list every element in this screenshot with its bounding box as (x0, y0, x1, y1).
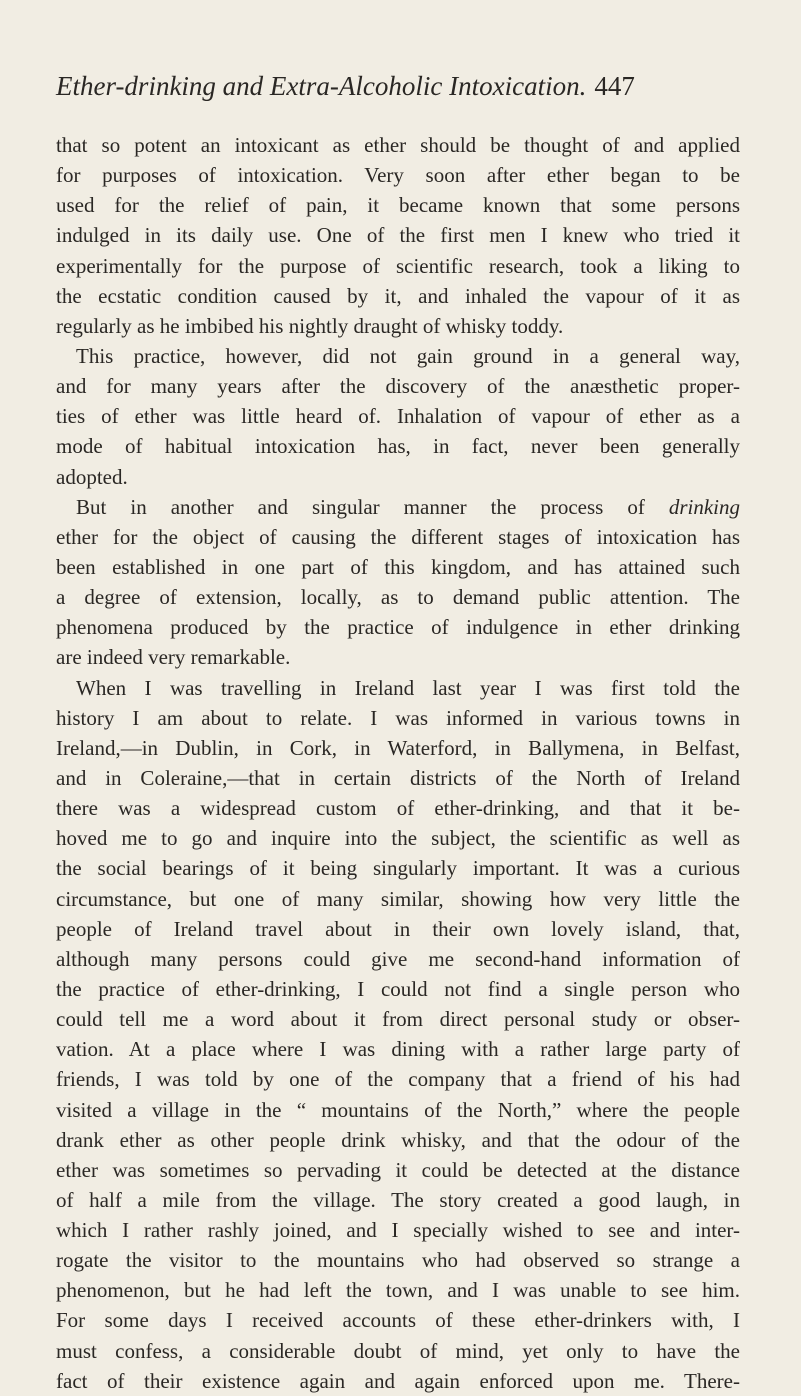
text-line: for purposes of intoxication. Very soon after ether began to be (56, 163, 740, 188)
running-header (56, 68, 716, 104)
text-line: Ireland,—in Dublin, in Cork, in Waterford, in Ballymena, in Belfast, (56, 735, 740, 760)
text-line: which I rather rashly joined, and I specially wished to see and inter- (56, 1218, 740, 1243)
text-line: ties of ether was little heard of. Inhalation of vapour of ether as a (56, 404, 740, 429)
text-line: used for the relief of pain, it became known that some persons (56, 193, 740, 218)
text-line: visited a village in the “ mountains of the North,” where the people (56, 1097, 740, 1122)
text-line: phenomena produced by the practice of indulgence in ether drinking (56, 615, 740, 640)
text-line: friends, I was told by one of the company that a friend of his had (56, 1067, 740, 1092)
text-line: history I am about to relate. I was informed in various towns in (56, 705, 740, 730)
text-line: the ecstatic condition caused by it, and inhaled the vapour of it as (56, 283, 740, 308)
text-line: people of Ireland travel about in their own lovely island, that, (56, 916, 740, 941)
text-line: the practice of ether-drinking, I could not find a single person who (56, 976, 740, 1001)
text-line: drank ether as other people drink whisky, and that the odour of the (56, 1127, 740, 1152)
text-line: mode of habitual intoxication has, in fact, never been generally (56, 434, 740, 459)
text-line: circumstance, but one of many similar, showing how very little the (56, 886, 740, 911)
text-line: adopted. (56, 464, 128, 489)
text-line: are indeed very remarkable. (56, 645, 291, 670)
emphasis-word: drinking (668, 494, 740, 519)
text-line: and in Coleraine,—that in certain districts of the North of Ireland (56, 765, 740, 790)
text-line: fact of their existence again and again enforced upon me. There- (56, 1368, 740, 1393)
page-number: 447 (594, 71, 635, 101)
text-line: hoved me to go and inquire into the subject, the scientific as well as (56, 826, 740, 851)
text-line: there was a widespread custom of ether-drinking, and that it be- (56, 796, 740, 821)
text-line: regularly as he imbibed his nightly draught of whisky toddy. (56, 313, 564, 338)
text-line: a degree of extension, locally, as to demand public attention. The (56, 585, 740, 610)
text-line: phenomenon, but he had left the town, and I was unable to see him. (56, 1278, 740, 1303)
text-line: that so potent an intoxicant as ether should be thought of and applied (56, 133, 740, 157)
text-line: For some days I received accounts of these ether-drinkers with, I (56, 1308, 740, 1333)
running-title: Ether-drinking and Extra-Alcoholic Intoxication. (56, 71, 587, 101)
text-line: When I was travelling in Ireland last year I was first told the (76, 675, 740, 700)
text-line: ether for the object of causing the different stages of intoxication has (56, 524, 740, 549)
text-line: This practice, however, did not gain ground in a general way, (76, 343, 740, 368)
text-line: been established in one part of this kingdom, and has attained such (56, 554, 740, 579)
text-line: vation. At a place where I was dining with a rather large party of (56, 1037, 740, 1062)
text-line: rogate the visitor to the mountains who had observed so strange a (56, 1248, 740, 1273)
body-text (56, 130, 740, 1396)
text-line: the social bearings of it being singularly important. It was a curious (56, 856, 740, 881)
text-line: experimentally for the purpose of scientific research, took a liking to (56, 253, 740, 278)
text-line: of half a mile from the village. The story created a good laugh, in (56, 1187, 740, 1212)
text-line: although many persons could give me second-hand information of (56, 946, 740, 971)
text-line-segment: But in another and singular manner the process of (76, 494, 669, 519)
text-line: must confess, a considerable doubt of mind, yet only to have the (56, 1338, 740, 1363)
text-line: could tell me a word about it from direct personal study or obser- (56, 1007, 740, 1032)
text-line: ether was sometimes so pervading it could be detected at the distance (56, 1157, 740, 1182)
text-line: and for many years after the discovery of the anæsthetic proper- (56, 374, 740, 399)
text-line (56, 492, 740, 522)
text-line: indulged in its daily use. One of the first men I knew who tried it (56, 223, 740, 248)
